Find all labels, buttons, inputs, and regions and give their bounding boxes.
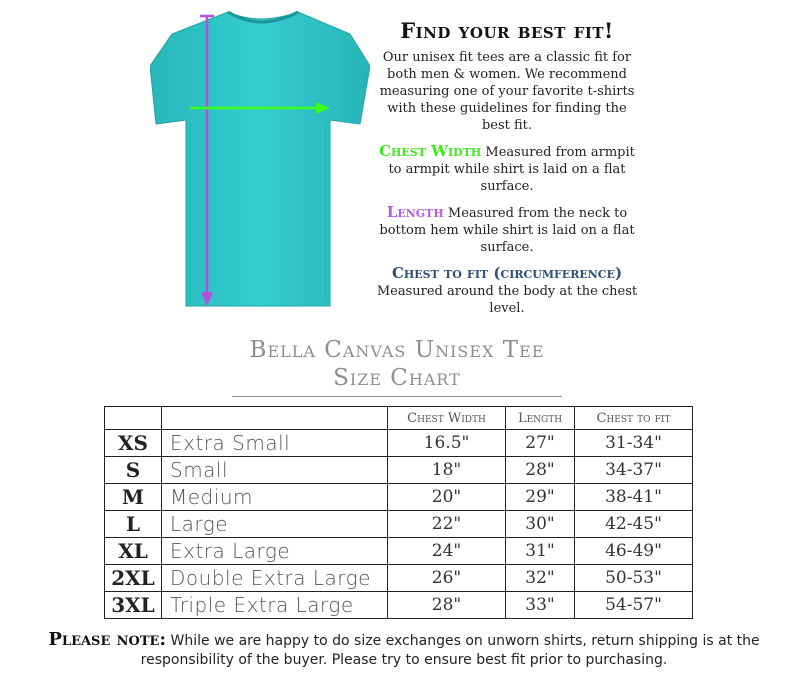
note-label: Please note: (48, 629, 167, 650)
please-note (24, 630, 784, 670)
size-code: XL (105, 538, 162, 565)
size-code: XS (105, 430, 162, 457)
length-value: 29" (506, 484, 575, 511)
size-name: Extra Large (162, 538, 388, 565)
size-chart-title-line2: Size Chart (333, 365, 461, 391)
size-name: Medium (162, 484, 388, 511)
size-chart-title-line1: Bella Canvas Unisex Tee (249, 337, 545, 363)
chest-width-value: 26" (388, 565, 506, 592)
chest-fit-value: 34-37" (575, 457, 693, 484)
fit-intro: Our unisex fit tees are a classic fit for both men & women. We recommend measuring one of your favorite t-shirts with these guidelines for finding the best fit. (379, 50, 635, 133)
chest-width-value: 28" (388, 592, 506, 619)
size-name: Large (162, 511, 388, 538)
title-divider (232, 396, 562, 397)
length-value: 28" (506, 457, 575, 484)
header-chest-fit: Chest to fit (575, 407, 693, 430)
size-name: Small (162, 457, 388, 484)
fit-info-panel (372, 18, 642, 317)
header-name (162, 407, 388, 430)
chest-fit-value: 50-53" (575, 565, 693, 592)
table-row (105, 511, 693, 538)
length-info (372, 204, 642, 256)
chest-fit-value: 54-57" (575, 592, 693, 619)
chest-fit-value: 46-49" (575, 538, 693, 565)
size-name: Triple Extra Large (162, 592, 388, 619)
size-code: S (105, 457, 162, 484)
table-row (105, 538, 693, 565)
size-code: M (105, 484, 162, 511)
chest-fit-value: 38-41" (575, 484, 693, 511)
length-label: Length (386, 203, 444, 221)
chest-width-value: 18" (388, 457, 506, 484)
chest-fit-text: Measured around the body at the chest level. (376, 284, 638, 316)
length-value: 27" (506, 430, 575, 457)
size-name: Extra Small (162, 430, 388, 457)
chest-width-value: 22" (388, 511, 506, 538)
header-chest-width: Chest Width (388, 407, 506, 430)
table-row (105, 457, 693, 484)
size-name: Double Extra Large (162, 565, 388, 592)
shirt-body (150, 12, 370, 306)
header-code (105, 407, 162, 430)
chest-width-info (372, 143, 642, 195)
note-text: While we are happy to do size exchanges on unworn shirts, return shipping is at the responsibility of the buyer. Please try to ensure best fit prior to purchasing. (140, 633, 760, 668)
size-code: 2XL (105, 565, 162, 592)
chest-width-value: 16.5" (388, 430, 506, 457)
size-table (104, 406, 693, 619)
length-value: 31" (506, 538, 575, 565)
chest-fit-value: 31-34" (575, 430, 693, 457)
chest-width-value: 24" (388, 538, 506, 565)
tshirt-illustration (150, 6, 370, 314)
fit-heading: Find your best fit! (400, 18, 614, 43)
length-text: Measured from the neck to bottom hem while shirt is laid on a flat surface. (379, 206, 635, 255)
size-code: 3XL (105, 592, 162, 619)
header-length: Length (506, 407, 575, 430)
size-code: L (105, 511, 162, 538)
table-header-row (105, 407, 693, 430)
chest-width-text: Measured from armpit to armpit while shirt is laid on a flat surface. (388, 145, 635, 194)
table-row (105, 484, 693, 511)
table-row (105, 565, 693, 592)
table-row (105, 430, 693, 457)
length-value: 32" (506, 565, 575, 592)
chest-width-label: Chest Width (379, 142, 482, 160)
chest-width-value: 20" (388, 484, 506, 511)
table-row (105, 592, 693, 619)
chest-fit-value: 42-45" (575, 511, 693, 538)
size-chart-title (200, 336, 594, 392)
length-value: 33" (506, 592, 575, 619)
length-value: 30" (506, 511, 575, 538)
chest-fit-label: Chest to fit (circumference) (391, 264, 623, 282)
chest-fit-info (372, 265, 642, 317)
